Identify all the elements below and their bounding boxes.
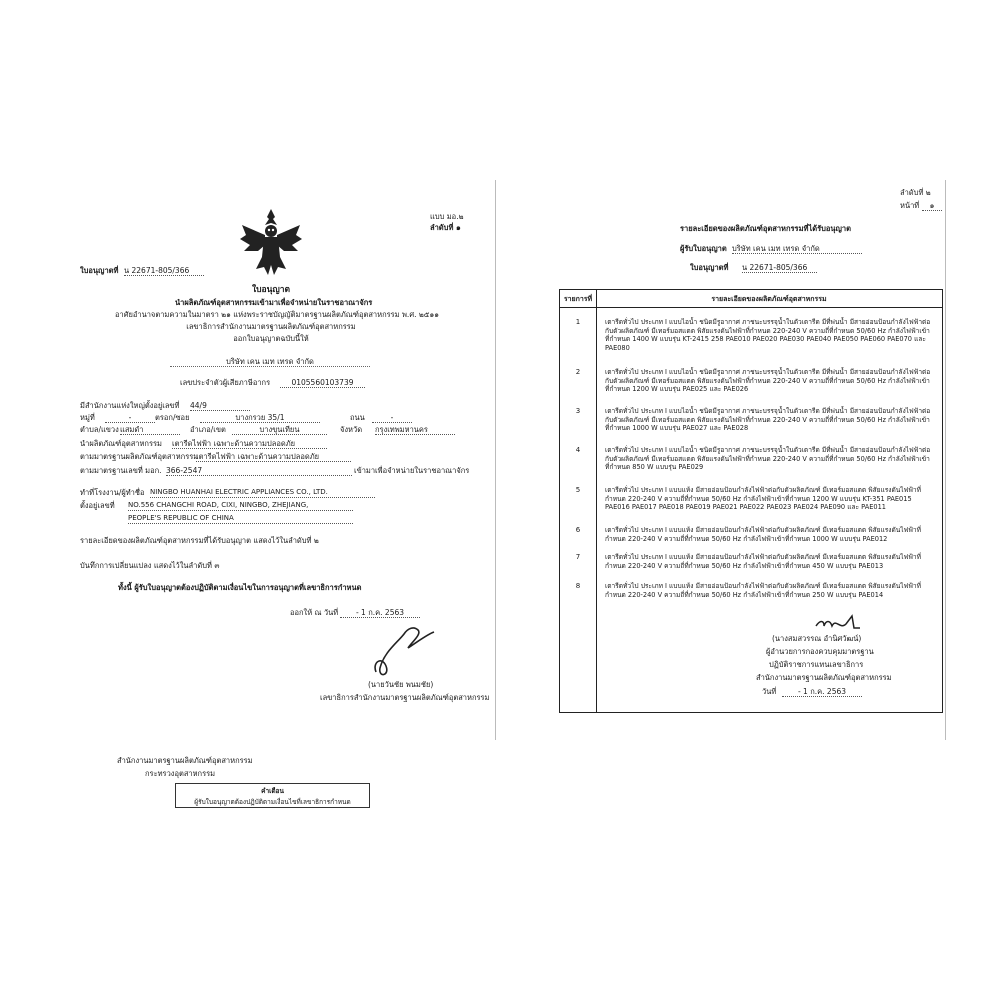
std-no-label: ตามมาตรฐานเลขที่ มอก. [80, 466, 162, 475]
soi-value: บางกรวย 35/1 [200, 413, 320, 423]
std-no-value: 366-2547 [166, 466, 352, 476]
right-page-edge [945, 180, 946, 740]
product-value: เตารีดไฟฟ้า เฉพาะด้านความปลอดภัย [172, 439, 327, 449]
given-date: - 1 ก.ค. 2563 [340, 608, 420, 618]
row-description: เตารีดทั่วไป ประเภท I แบบแห้ง มีสายอ่อนป้อนกำลังไฟฟ้าต่อกับตัวผลิตภัณฑ์ มีเทอร์มอสแตต พิสัยแรงดันไฟฟ้าที่กำหนด 220-240 V ความถี่ที่กำหนด 50/60 Hz กำลังไฟฟ้าเข้าที่กำหนด 450 W แบบรุ่น PAE013 [605, 553, 921, 570]
table-header-no: รายการที่ [563, 295, 593, 303]
address-line-2: PEOPLE'S REPUBLIC OF CHINA [128, 514, 353, 524]
condition-line: ทั้งนี้ ผู้รับใบอนุญาตต้องปฏิบัติตามเงื่อนไขในการอนุญาตที่เลขาธิการกำหนด [118, 583, 362, 592]
soi-label: ตรอก/ซอย [155, 413, 190, 422]
left-signer-title: เลขาธิการสำนักงานมาตรฐานผลิตภัณฑ์อุตสาหกรรม [320, 693, 490, 702]
row-number: 3 [575, 407, 581, 415]
product-details-table [559, 289, 943, 713]
row-number: 5 [575, 486, 581, 494]
given-label: ออกให้ ณ วันที่ [290, 608, 339, 617]
warning-note-box [175, 783, 370, 808]
row-description: เตารีดทั่วไป ประเภท I แบบไอน้ำ ชนิดมีรูอากาศ ภาชนะบรรจุน้ำในตัวเตารีด มีที่พ่นน้ำ มีสายอ่อนป้อนกำลังไฟฟ้าต่อกับตัวผลิตภัณฑ์ มีเทอร์มอสแตต พิสัยแรงดันไฟฟ้าที่กำหนด 220-240 V ความถี่ที่กำหนด 50/60 Hz กำลังไฟฟ้าเข้าที่กำหนด 1200 W แบบรุ่น PAE025 และ PAE026 [605, 368, 931, 394]
row-number: 2 [575, 368, 581, 376]
licensee-label: ผู้รับใบอนุญาต [680, 244, 727, 253]
right-date-label: วันที่ [762, 687, 777, 696]
details-line: รายละเอียดของผลิตภัณฑ์อุตสาหกรรมที่ได้รับอนุญาต แสดงไว้ในลำดับที่ ๒ [80, 536, 319, 545]
right-signer-title-2: ปฏิบัติราชการแทนเลขาธิการ [769, 660, 864, 669]
signature-icon [368, 622, 438, 678]
factory-label: ทำที่โรงงาน/ผู้ทำชื่อ [80, 488, 145, 497]
license-no-label: ใบอนุญาตที่ [80, 266, 119, 275]
road-label: ถนน [350, 413, 365, 422]
right-date: - 1 ก.ค. 2563 [782, 687, 862, 697]
office-no: 44/9 [190, 401, 250, 411]
left-page-edge [495, 180, 496, 740]
company-name: บริษัท เคน เมท เทรด จำกัด [226, 357, 314, 366]
document-subtitle: นำผลิตภัณฑ์อุตสาหกรรมเข้ามาเพื่อจำหน่ายในราชอาณาจักร [175, 298, 373, 307]
right-license-no-label: ใบอนุญาตที่ [690, 263, 729, 272]
row-description: เตารีดทั่วไป ประเภท I แบบแห้ง มีสายอ่อนป้อนกำลังไฟฟ้าต่อกับตัวผลิตภัณฑ์ มีเทอร์มอสแตต พิสัยแรงดันไฟฟ้าที่กำหนด 220-240 V ความถี่ที่กำหนด 50/60 Hz กำลังไฟฟ้าเข้าที่กำหนด 1000 W แบบรุ่น PAE012 [605, 526, 921, 543]
standard-value: เตารีดไฟฟ้า เฉพาะด้านความปลอดภัย [196, 452, 351, 462]
right-signer-title-3: สำนักงานมาตรฐานผลิตภัณฑ์อุตสาหกรรม [756, 673, 892, 682]
changes-line: บันทึกการเปลี่ยนแปลง แสดงไว้ในลำดับที่ ๓ [80, 561, 220, 570]
road-value: - [372, 413, 412, 423]
subdistrict-label: ตำบล/แขวง [80, 425, 119, 434]
document-title: ใบอนุญาต [252, 285, 290, 295]
company-underline [170, 366, 370, 367]
address-label: ตั้งอยู่เลขที่ [80, 501, 115, 510]
tax-id: 0105560103739 [280, 378, 365, 388]
row-description: เตารีดทั่วไป ประเภท I แบบไอน้ำ ชนิดมีรูอากาศ ภาชนะบรรจุน้ำในตัวเตารีด มีที่พ่นน้ำ มีสายอ่อนป้อนกำลังไฟฟ้าต่อกับตัวผลิตภัณฑ์ มีเทอร์มอสแตต พิสัยแรงดันไฟฟ้าที่กำหนด 220-240 V ความถี่ที่กำหนด 50/60 Hz กำลังไฟฟ้าเข้าที่กำหนด 1000 W แบบรุ่น PAE027 และ PAE028 [605, 407, 931, 433]
secretary-line: เลขาธิการสำนักงานมาตรฐานผลิตภัณฑ์อุตสาหกรรม [186, 322, 356, 331]
authority-line: อาศัยอำนาจตามความในมาตรา ๒๑ แห่งพระราชบัญญัติมาตรฐานผลิตภัณฑ์อุตสาหกรรม พ.ศ. ๒๕๑๑ [115, 310, 439, 319]
left-signer-name: (นายวันชัย พนมชัย) [368, 680, 434, 689]
page-no: ๑ [922, 201, 942, 211]
product-label: นำผลิตภัณฑ์อุตสาหกรรม [80, 439, 162, 448]
row-description: เตารีดทั่วไป ประเภท I แบบไอน้ำ ชนิดมีรูอากาศ ภาชนะบรรจุน้ำในตัวเตารีด มีที่พ่นน้ำ มีสายอ่อนป้อนกำลังไฟฟ้าต่อกับตัวผลิตภัณฑ์ มีเทอร์มอสแตต พิสัยแรงดันไฟฟ้าที่กำหนด 220-240 V ความถี่ที่กำหนด 50/60 Hz กำลังไฟฟ้าเข้าที่กำหนด 1400 W แบบรุ่น KT-2415 258 PAE010 PAE020 PAE030 PAE040 PAE050 PAE060 PAE070 และ PAE080 [605, 318, 931, 352]
form-code: แบบ มอ.๒ [430, 212, 464, 221]
right-title: รายละเอียดของผลิตภัณฑ์อุตสาหกรรมที่ได้รับอนุญาต [680, 224, 852, 233]
right-signer-name: (นางสมสวรรณ อำนิศวัฒน์) [772, 634, 862, 643]
licensee-value: บริษัท เคน เมท เทรด จำกัด [732, 244, 862, 254]
footer-org-1: สำนักงานมาตรฐานผลิตภัณฑ์อุตสาหกรรม [117, 756, 253, 765]
factory-value: NINGBO HUANHAI ELECTRIC APPLIANCES CO., LTD. [150, 488, 375, 498]
right-order-label: ลำดับที่ ๒ [900, 188, 931, 197]
garuda-emblem-icon [238, 205, 304, 277]
district-label: อำเภอ/เขต [190, 425, 226, 434]
row-number: 8 [575, 582, 581, 590]
standard-label: ตามมาตรฐานผลิตภัณฑ์อุตสาหกรรม [80, 452, 199, 461]
province-label: จังหวัด [340, 425, 363, 434]
issue-line: ออกใบอนุญาตฉบับนี้ให้ [233, 334, 309, 343]
office-label: มีสำนักงานแห่งใหญ่ตั้งอยู่เลขที่ [80, 401, 180, 410]
license-no: น 22671-805/366 [124, 266, 204, 276]
row-number: 1 [575, 318, 581, 326]
address-line-1: NO.556 CHANGCHI ROAD, CIXI, NINGBO, ZHEJIANG, [128, 501, 353, 511]
warning-note-title: คำเตือน [261, 787, 284, 795]
std-no-suffix: เข้ามาเพื่อจำหน่ายในราชอาณาจักร [354, 466, 470, 475]
row-description: เตารีดทั่วไป ประเภท I แบบแห้ง มีสายอ่อนป้อนกำลังไฟฟ้าต่อกับตัวผลิตภัณฑ์ มีเทอร์มอสแตต พิสัยแรงดันไฟฟ้าที่กำหนด 220-240 V ความถี่ที่กำหนด 50/60 Hz กำลังไฟฟ้าเข้าที่กำหนด 250 W แบบรุ่น PAE014 [605, 582, 921, 599]
page-label: หน้าที่ [900, 201, 920, 210]
subdistrict-value: แสมดำ [120, 425, 180, 435]
moo-value: - [105, 413, 155, 423]
province-value: กรุงเทพมหานคร [375, 425, 455, 435]
signature-icon [812, 612, 862, 634]
row-number: 7 [575, 553, 581, 561]
right-license-no: น 22671-805/366 [742, 263, 817, 273]
moo-label: หมู่ที่ [80, 413, 95, 422]
tax-id-label: เลขประจำตัวผู้เสียภาษีอากร [180, 378, 271, 387]
right-signer-title-1: ผู้อำนวยการกองควบคุมมาตรฐาน [766, 647, 874, 656]
row-description: เตารีดทั่วไป ประเภท I แบบไอน้ำ ชนิดมีรูอากาศ ภาชนะบรรจุน้ำในตัวเตารีด มีที่พ่นน้ำ มีสายอ่อนป้อนกำลังไฟฟ้าต่อกับตัวผลิตภัณฑ์ มีเทอร์มอสแตต พิสัยแรงดันไฟฟ้าที่กำหนด 220-240 V ความถี่ที่กำหนด 50/60 Hz กำลังไฟฟ้าเข้าที่กำหนด 850 W แบบรุ่น PAE029 [605, 446, 931, 472]
footer-org-2: กระทรวงอุตสาหกรรม [145, 769, 216, 778]
warning-note-text: ผู้รับใบอนุญาตต้องปฏิบัติตามเงื่อนไขที่เลขาธิการกำหนด [194, 798, 351, 806]
row-description: เตารีดทั่วไป ประเภท I แบบแห้ง มีสายอ่อนป้อนกำลังไฟฟ้าต่อกับตัวผลิตภัณฑ์ มีเทอร์มอสแตต พิสัยแรงดันไฟฟ้าที่กำหนด 220-240 V ความถี่ที่กำหนด 50/60 Hz กำลังไฟฟ้าเข้าที่กำหนด 1200 W แบบรุ่น KT-351 PAE015 PAE016 PAE017 PAE018 PAE019 PAE021 PAE022 PAE023 PAE024 PAE090 และ PAE011 [605, 486, 921, 512]
order-label: ลำดับที่ ๑ [430, 223, 461, 232]
row-number: 4 [575, 446, 581, 454]
table-header-details: รายละเอียดของผลิตภัณฑ์อุตสาหกรรม [711, 295, 827, 303]
district-value: บางขุนเทียน [232, 425, 327, 435]
row-number: 6 [575, 526, 581, 534]
